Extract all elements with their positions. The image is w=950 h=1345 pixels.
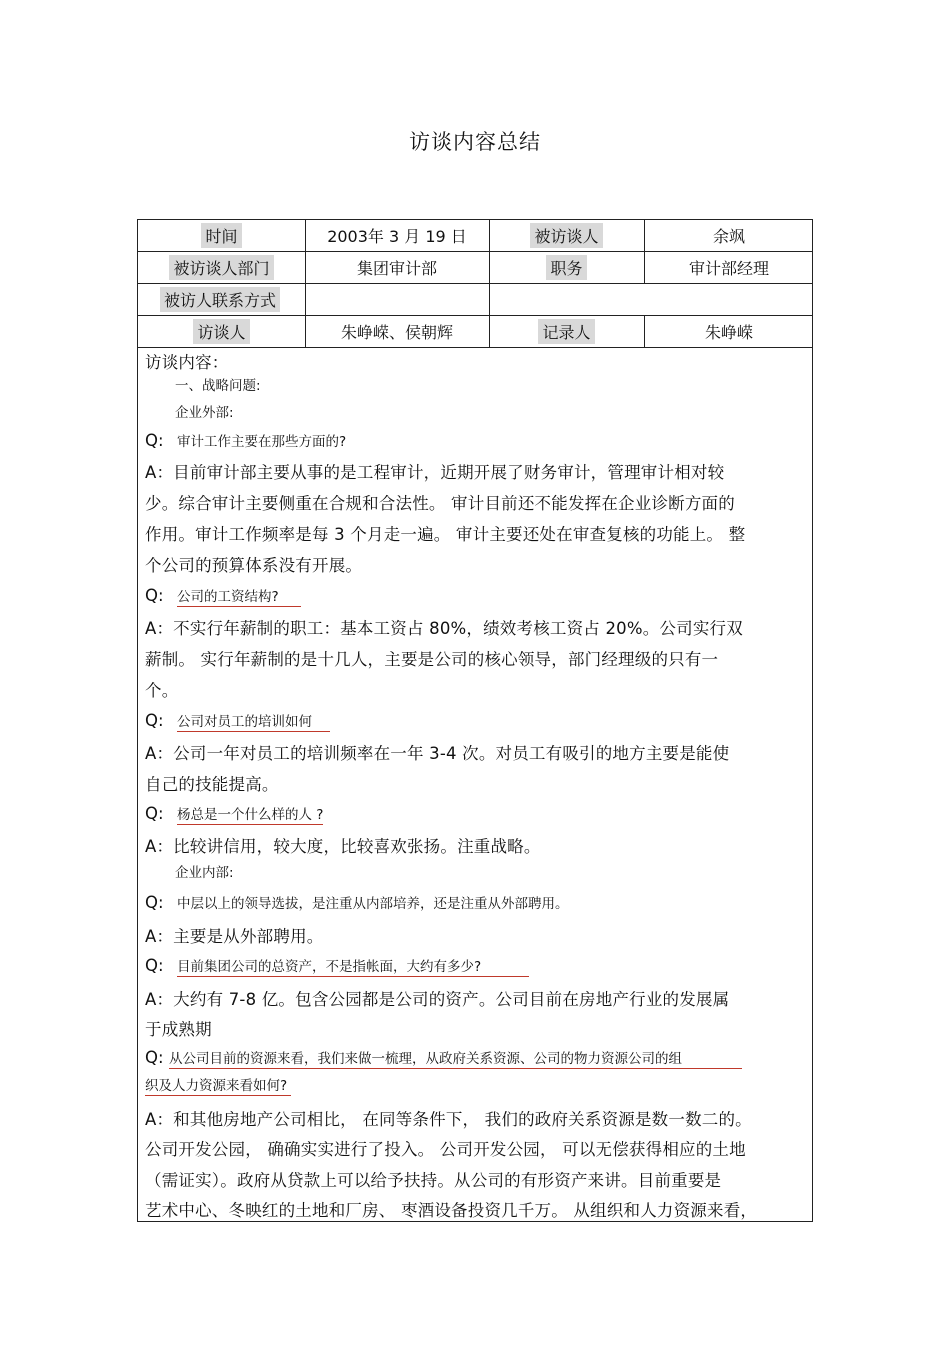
time-label-cell bbox=[138, 220, 305, 250]
question-text-cont: 织及人力资源来看如何? bbox=[145, 1078, 291, 1096]
recorder-label: 记录人 bbox=[538, 319, 594, 344]
question bbox=[145, 892, 569, 912]
time-value: 2003年 3 月 19 日 bbox=[327, 226, 467, 246]
answer-line: （需证实）。政府从贷款上可以给予扶持。从公司的有形资产来讲。目前重要是 bbox=[145, 1171, 722, 1190]
dept-value: 集团审计部 bbox=[356, 258, 437, 278]
answer-line: 自己的技能提高。 bbox=[145, 775, 279, 794]
question bbox=[145, 1047, 742, 1067]
subsection-heading: 企业外部: bbox=[175, 405, 234, 421]
question-text: 公司的工资结构? bbox=[177, 589, 301, 607]
question-continued bbox=[145, 1074, 291, 1094]
answer-line: 作用。审计工作频率是每 3 个月走一遍。 审计主要还处在审查复核的功能上。 整 bbox=[145, 525, 746, 544]
question-label: Q: bbox=[145, 893, 164, 912]
interviewer-value: 朱峥嵘、侯朝辉 bbox=[340, 322, 453, 342]
row-divider bbox=[138, 347, 812, 348]
interviewer-label-cell bbox=[138, 316, 305, 346]
question-label: Q: bbox=[145, 586, 164, 605]
answer-line: A：目前审计部主要从事的是工程审计，近期开展了财务审计，管理审计相对较 bbox=[145, 463, 725, 482]
answer-line: A：主要是从外部聘用。 bbox=[145, 927, 324, 946]
answer-line: 艺术中心、冬映红的土地和厂房、 枣酒设备投资几千万。 从组织和人力资源来看， bbox=[145, 1201, 758, 1220]
question-label: Q: bbox=[145, 956, 164, 975]
question bbox=[145, 710, 330, 730]
answer-line: 个。 bbox=[145, 681, 179, 700]
interviewer-label: 访谈人 bbox=[193, 319, 249, 344]
answer-line: A：大约有 7-8 亿。包含公园都是公司的资产。公司目前在房地产行业的发展属 bbox=[145, 990, 730, 1009]
section-heading: 一、战略问题: bbox=[175, 378, 261, 394]
content-heading: 访谈内容： bbox=[145, 353, 229, 372]
answer-line: A：不实行年薪制的职工：基本工资占 80%，绩效考核工资占 20%。公司实行双 bbox=[145, 619, 743, 638]
interviewee-value: 余飒 bbox=[712, 226, 745, 246]
answer-line: 公司开发公园， 确确实实进行了投入。 公司开发公园， 可以无偿获得相应的土地 bbox=[145, 1140, 746, 1159]
position-label: 职务 bbox=[546, 255, 586, 280]
interview-form bbox=[137, 219, 813, 1222]
answer-line: A：和其他房地产公司相比， 在同等条件下， 我们的政府关系资源是数一数二的。 bbox=[145, 1110, 752, 1129]
question-text: 审计工作主要在那些方面的? bbox=[177, 434, 347, 450]
question-label: Q: bbox=[145, 431, 164, 450]
answer-line: A：比较讲信用，较大度，比较喜欢张扬。注重战略。 bbox=[145, 837, 541, 856]
question bbox=[145, 585, 301, 605]
time-label: 时间 bbox=[201, 223, 241, 248]
dept-label: 被访谈人部门 bbox=[169, 255, 273, 280]
recorder-value: 朱峥嵘 bbox=[704, 322, 753, 342]
recorder-label-cell bbox=[489, 316, 644, 346]
subsection-heading: 企业内部: bbox=[175, 865, 234, 881]
position-label-cell bbox=[489, 252, 644, 282]
question-text: 中层以上的领导选拔，是注重从内部培养，还是注重从外部聘用。 bbox=[177, 896, 569, 912]
question-label: Q: bbox=[145, 804, 164, 823]
contact-label-cell bbox=[138, 284, 327, 314]
answer-line: 个公司的预算体系没有开展。 bbox=[145, 556, 363, 575]
question bbox=[145, 430, 346, 450]
interviewee-label: 被访谈人 bbox=[530, 223, 602, 248]
answer-line: 薪制。 实行年薪制的是十几人，主要是公司的核心领导，部门经理级的只有一 bbox=[145, 650, 719, 669]
interviewee-label-cell bbox=[489, 220, 644, 250]
question-label: Q: bbox=[145, 711, 164, 730]
question-text: 从公司目前的资源来看，我们来做一梳理，从政府关系资源、公司的物力资源公司的组 bbox=[169, 1051, 742, 1069]
position-value: 审计部经理 bbox=[688, 258, 769, 278]
answer-line: A：公司一年对员工的培训频率在一年 3-4 次。对员工有吸引的地方主要是能使 bbox=[145, 744, 730, 763]
question bbox=[145, 955, 529, 975]
question-text: 目前集团公司的总资产，不是指帐面，大约有多少? bbox=[177, 959, 529, 977]
answer-line: 于成熟期 bbox=[145, 1020, 212, 1039]
answer-line: 少。综合审计主要侧重在合规和合法性。 审计目前还不能发挥在企业诊断方面的 bbox=[145, 494, 735, 513]
question-text: 公司对员工的培训如何 bbox=[177, 714, 330, 732]
question-label: Q: bbox=[145, 1048, 164, 1067]
contact-value bbox=[489, 284, 814, 314]
dept-label-cell bbox=[138, 252, 305, 282]
page-title: 访谈内容总结 bbox=[409, 130, 541, 154]
question-text: 杨总是一个什么样的人 ? bbox=[177, 807, 324, 823]
contact-label: 被访人联系方式 bbox=[160, 287, 280, 312]
question bbox=[145, 803, 323, 823]
